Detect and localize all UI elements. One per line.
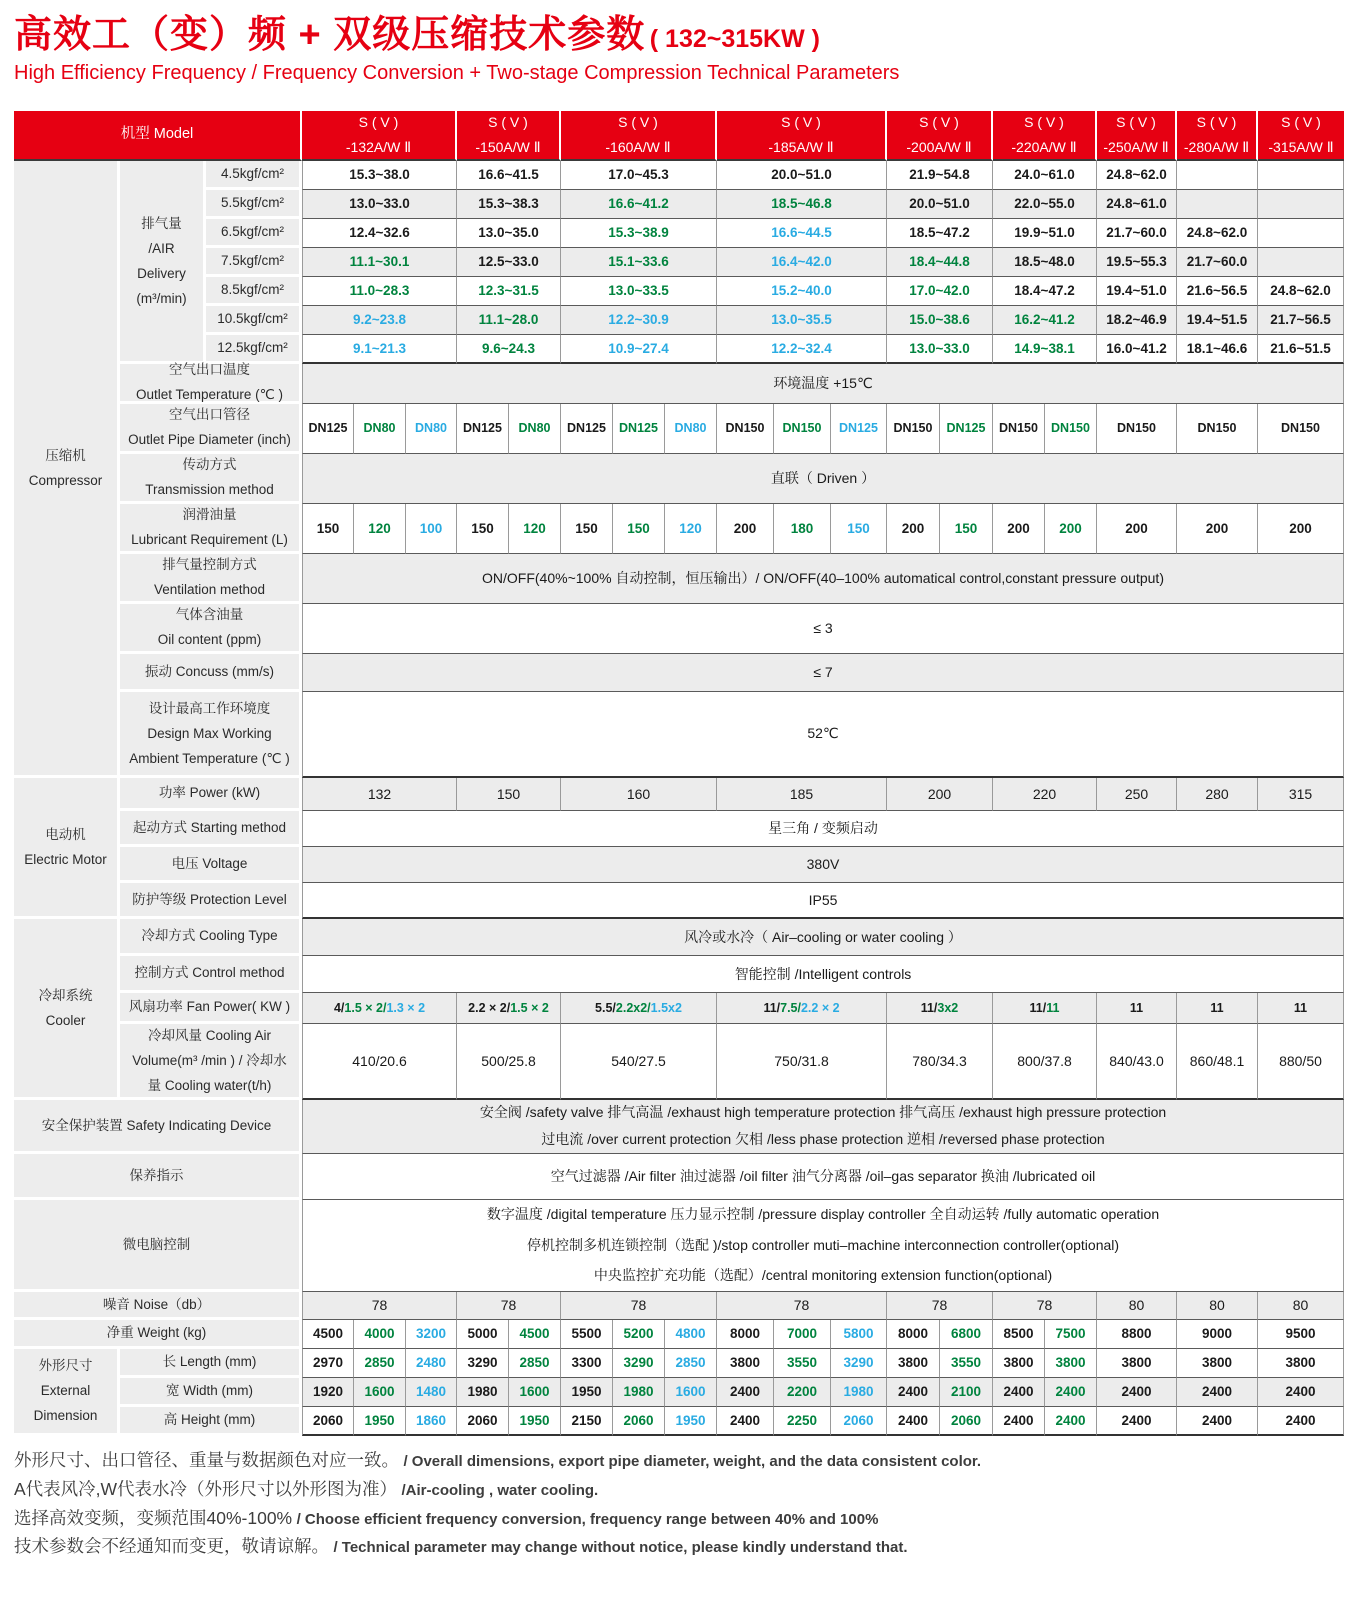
cell-air105: 15.0~38.6: [887, 306, 993, 335]
cell-air55: 16.6~41.2: [561, 190, 717, 219]
cell-pipe: DN80: [665, 404, 717, 454]
row-label: 电动机 Electric Motor: [14, 778, 120, 919]
cell-height: 2400: [1045, 1407, 1097, 1436]
cell-air85: 17.0~42.0: [887, 277, 993, 306]
cell-noise: 78: [457, 1292, 561, 1320]
cell-weight: 4500: [302, 1320, 354, 1349]
cell-height: 2060: [940, 1407, 993, 1436]
cell-air125: 10.9~27.4: [561, 335, 717, 364]
cell-pipe: DN150: [774, 404, 831, 454]
cell-volume: 840/43.0: [1097, 1024, 1177, 1100]
cell-outlet_temp: 环境温度 +15℃: [302, 364, 1344, 404]
cell-pipe: DN150: [1097, 404, 1177, 454]
row-label: 噪音 Noise（db）: [14, 1292, 302, 1320]
row-label: 长 Length (mm): [120, 1349, 302, 1378]
note-zh: 技术参数会不经通知而变更，敬请谅解。: [14, 1536, 329, 1557]
row-label: 空气出口温度 Outlet Temperature (℃ ): [120, 364, 302, 404]
row-label: 风扇功率 Fan Power( KW ): [120, 993, 302, 1024]
cell-length: 3550: [774, 1349, 831, 1378]
page-title-zh: 高效工（变）频 + 双级压缩技术参数: [14, 14, 646, 56]
cell-volume: 800/37.8: [993, 1024, 1097, 1100]
cell-transmission: 直联（ Driven ）: [302, 454, 1344, 504]
cell-height: 2250: [774, 1407, 831, 1436]
cell-length: 3290: [613, 1349, 665, 1378]
row-label: 空气出口管径 Outlet Pipe Diameter (inch): [120, 404, 302, 454]
cell-volume: 780/34.3: [887, 1024, 993, 1100]
cell-height: 2400: [1177, 1407, 1258, 1436]
cell-air55: 18.5~46.8: [717, 190, 887, 219]
note-zh: 选择高效变频，变频范围40%-100%: [14, 1507, 293, 1528]
cell-width: 1600: [665, 1378, 717, 1407]
model-header: S ( V ) -132A/W Ⅱ: [302, 111, 457, 161]
cell-air65: 21.7~60.0: [1097, 219, 1177, 248]
cell-air75: 18.4~44.8: [887, 248, 993, 277]
cell-lubricant: 200: [993, 504, 1045, 554]
note-zh: A代表风冷,W代表水冷（外形尺寸以外形图为准）: [14, 1478, 398, 1499]
cell-volume: 410/20.6: [302, 1024, 457, 1100]
note-line: [14, 1504, 1344, 1533]
cell-noise: 78: [302, 1292, 457, 1320]
row-label: 5.5kgf/cm²: [206, 190, 302, 219]
model-header: S ( V ) -150A/W Ⅱ: [457, 111, 561, 161]
cell-power: 132: [302, 778, 457, 811]
cell-air45: 17.0~45.3: [561, 161, 717, 190]
cell-air55: 20.0~51.0: [887, 190, 993, 219]
row-label: 传动方式 Transmission method: [120, 454, 302, 504]
cell-length: 2850: [665, 1349, 717, 1378]
cell-noise: 78: [887, 1292, 993, 1320]
cell-power: 315: [1258, 778, 1344, 811]
cell-micro: 数字温度 /digital temperature 压力显示控制 /pressure display controller 全自动运转 /fully automatic operation 停机控制多机连锁控制（选配 )/stop controller muti–machine interconnection controller(optional) 中央监控扩充功能（选配）/central monitoring extension function(optional): [302, 1200, 1344, 1292]
row-label: 宽 Width (mm): [120, 1378, 302, 1407]
cell-length: 3800: [717, 1349, 774, 1378]
cell-fan: 11/ 7.5/ 2.2 × 2: [717, 993, 887, 1024]
cell-width: 1600: [509, 1378, 561, 1407]
technical-parameters-table: [14, 111, 1344, 1436]
cell-air85: 15.2~40.0: [717, 277, 887, 306]
cell-air85: 12.3~31.5: [457, 277, 561, 306]
cell-lubricant: 200: [1097, 504, 1177, 554]
row-label: 气体含油量 Oil content (ppm): [120, 604, 302, 654]
cell-air45: [1258, 161, 1344, 190]
cell-fan: 5.5/ 2.2x2/ 1.5x2: [561, 993, 717, 1024]
cell-height: 1950: [665, 1407, 717, 1436]
cell-air125: 9.1~21.3: [302, 335, 457, 364]
cell-lubricant: 200: [887, 504, 940, 554]
cell-air45: 24.0~61.0: [993, 161, 1097, 190]
cell-fan: 11: [1097, 993, 1177, 1024]
cell-width: 2100: [940, 1378, 993, 1407]
cell-air45: 20.0~51.0: [717, 161, 887, 190]
page-subtitle: High Efficiency Frequency / Frequency Conversion + Two-stage Compression Technical Parameters: [14, 61, 900, 84]
cell-air45: [1177, 161, 1258, 190]
cell-height: 1950: [354, 1407, 406, 1436]
cell-air85: 18.4~47.2: [993, 277, 1097, 306]
row-label: 7.5kgf/cm²: [206, 248, 302, 277]
cell-weight: 5000: [457, 1320, 509, 1349]
cell-weight: 4500: [509, 1320, 561, 1349]
cell-power: 220: [993, 778, 1097, 811]
cell-fan: 4/ 1.5 × 2/ 1.3 × 2: [302, 993, 457, 1024]
row-label: 设计最高工作环境度 Design Max Working Ambient Temperature (℃ ): [120, 692, 302, 778]
cell-lubricant: 150: [561, 504, 613, 554]
cell-air75: 12.5~33.0: [457, 248, 561, 277]
cell-lubricant: 200: [717, 504, 774, 554]
cell-air65: 16.6~44.5: [717, 219, 887, 248]
cell-air105: 18.2~46.9: [1097, 306, 1177, 335]
row-label: 8.5kgf/cm²: [206, 277, 302, 306]
cell-air85: 19.4~51.0: [1097, 277, 1177, 306]
cell-air105: 19.4~51.5: [1177, 306, 1258, 335]
row-label: 润滑油量 Lubricant Requirement (L): [120, 504, 302, 554]
cell-noise: 78: [561, 1292, 717, 1320]
cell-width: 2400: [993, 1378, 1045, 1407]
cell-length: 3800: [887, 1349, 940, 1378]
cell-width: 1980: [831, 1378, 887, 1407]
cell-weight: 9000: [1177, 1320, 1258, 1349]
cell-width: 1980: [457, 1378, 509, 1407]
cell-maintenance: 空气过滤器 /Air filter 油过滤器 /oil filter 油气分离器 /oil–gas separator 换油 /lubricated oil: [302, 1154, 1344, 1200]
cell-air85: 21.6~56.5: [1177, 277, 1258, 306]
model-header: S ( V ) -185A/W Ⅱ: [717, 111, 887, 161]
cell-height: 2400: [993, 1407, 1045, 1436]
cell-height: 1950: [509, 1407, 561, 1436]
note-line: [14, 1532, 1344, 1561]
cell-pipe: DN150: [993, 404, 1045, 454]
cell-air65: 13.0~35.0: [457, 219, 561, 248]
cell-height: 2400: [887, 1407, 940, 1436]
cell-weight: 7500: [1045, 1320, 1097, 1349]
cell-air65: 18.5~47.2: [887, 219, 993, 248]
note-zh: 外形尺寸、出口管径、重量与数据颜色对应一致。: [14, 1449, 399, 1470]
cell-width: 2400: [1045, 1378, 1097, 1407]
cell-air125: 13.0~33.0: [887, 335, 993, 364]
model-header: S ( V ) -200A/W Ⅱ: [887, 111, 993, 161]
model-header: S ( V ) -220A/W Ⅱ: [993, 111, 1097, 161]
row-label: 微电脑控制: [14, 1200, 302, 1292]
table-corner-model-label: 机型 Model: [14, 111, 302, 161]
cell-length: 3290: [457, 1349, 509, 1378]
footer-notes: [14, 1446, 1344, 1562]
cell-noise: 80: [1258, 1292, 1344, 1320]
cell-height: 2060: [302, 1407, 354, 1436]
cell-air75: 16.4~42.0: [717, 248, 887, 277]
cell-air45: 24.8~62.0: [1097, 161, 1177, 190]
cell-pipe: DN150: [1045, 404, 1097, 454]
cell-lubricant: 150: [613, 504, 665, 554]
cell-air65: 12.4~32.6: [302, 219, 457, 248]
cell-weight: 8000: [887, 1320, 940, 1349]
cell-air75: 21.7~60.0: [1177, 248, 1258, 277]
cell-width: 1950: [561, 1378, 613, 1407]
cell-air125: 21.6~51.5: [1258, 335, 1344, 364]
cell-noise: 80: [1177, 1292, 1258, 1320]
cell-lubricant: 120: [354, 504, 406, 554]
cell-width: 1920: [302, 1378, 354, 1407]
cell-power: 200: [887, 778, 993, 811]
cell-height: 2060: [831, 1407, 887, 1436]
cell-volume: 860/48.1: [1177, 1024, 1258, 1100]
cell-length: 3800: [1177, 1349, 1258, 1378]
cell-height: 1860: [406, 1407, 457, 1436]
cell-length: 3300: [561, 1349, 613, 1378]
note-en: /Air-cooling , water cooling.: [401, 1481, 599, 1499]
cell-length: 2970: [302, 1349, 354, 1378]
cell-volume: 880/50: [1258, 1024, 1344, 1100]
cell-pipe: DN125: [561, 404, 613, 454]
cell-weight: 9500: [1258, 1320, 1344, 1349]
cell-volume: 750/31.8: [717, 1024, 887, 1100]
cell-air75: 11.1~30.1: [302, 248, 457, 277]
cell-pipe: DN150: [1258, 404, 1344, 454]
row-label: 振动 Concuss (mm/s): [120, 654, 302, 692]
cell-air75: [1258, 248, 1344, 277]
cell-width: 1980: [613, 1378, 665, 1407]
cell-air85: 24.8~62.0: [1258, 277, 1344, 306]
cell-air55: 15.3~38.3: [457, 190, 561, 219]
row-label: 冷却风量 Cooling Air Volume(m³ /min ) / 冷却水 量 Cooling water(t/h): [120, 1024, 302, 1100]
cell-height: 2400: [1097, 1407, 1177, 1436]
cell-air125: 18.1~46.6: [1177, 335, 1258, 364]
cell-weight: 5200: [613, 1320, 665, 1349]
row-label: 冷却方式 Cooling Type: [120, 919, 302, 956]
cell-air75: 19.5~55.3: [1097, 248, 1177, 277]
cell-air85: 11.0~28.3: [302, 277, 457, 306]
note-en: / Overall dimensions, export pipe diameter, weight, and the data consistent color.: [403, 1452, 982, 1470]
cell-air55: 24.8~61.0: [1097, 190, 1177, 219]
row-label: 保养指示: [14, 1154, 302, 1200]
cell-weight: 4800: [665, 1320, 717, 1349]
cell-air125: 12.2~32.4: [717, 335, 887, 364]
cell-fan: 11/ 3x2: [887, 993, 993, 1024]
cell-air45: 15.3~38.0: [302, 161, 457, 190]
row-label: 排气量 /AIR Delivery (m³/min): [120, 161, 206, 364]
cell-height: 2150: [561, 1407, 613, 1436]
cell-design_max: 52℃: [302, 692, 1344, 778]
cell-safety: 安全阀 /safety valve 排气高温 /exhaust high temperature protection 排气高压 /exhaust high pressure protection 过电流 /over current protection 欠相 /less phase protection 逆相 /reversed phase protection: [302, 1100, 1344, 1154]
cell-power: 185: [717, 778, 887, 811]
row-label: 4.5kgf/cm²: [206, 161, 302, 190]
cell-lubricant: 100: [406, 504, 457, 554]
cell-pipe: DN80: [509, 404, 561, 454]
cell-width: 2400: [1177, 1378, 1258, 1407]
cell-air105: 16.2~41.2: [993, 306, 1097, 335]
cell-width: 1480: [406, 1378, 457, 1407]
page-title: [14, 14, 1344, 58]
model-header: S ( V ) -280A/W Ⅱ: [1177, 111, 1258, 161]
row-label: 控制方式 Control method: [120, 956, 302, 993]
cell-width: 2400: [1258, 1378, 1344, 1407]
cell-air105: 21.7~56.5: [1258, 306, 1344, 335]
row-label: 功率 Power (kW): [120, 778, 302, 811]
cell-pipe: DN150: [1177, 404, 1258, 454]
row-label: 电压 Voltage: [120, 847, 302, 883]
cell-pipe: DN125: [613, 404, 665, 454]
cell-length: 2850: [509, 1349, 561, 1378]
cell-width: 1600: [354, 1378, 406, 1407]
cell-air45: 21.9~54.8: [887, 161, 993, 190]
cell-weight: 4000: [354, 1320, 406, 1349]
cell-length: 3800: [1045, 1349, 1097, 1378]
cell-lubricant: 150: [940, 504, 993, 554]
cell-lubricant: 120: [509, 504, 561, 554]
cell-weight: 5500: [561, 1320, 613, 1349]
note-en: / Technical parameter may change without notice, please kindly understand that.: [333, 1539, 908, 1557]
cell-weight: 6800: [940, 1320, 993, 1349]
cell-air45: 16.6~41.5: [457, 161, 561, 190]
cell-weight: 8000: [717, 1320, 774, 1349]
cell-width: 2200: [774, 1378, 831, 1407]
cell-air125: 9.6~24.3: [457, 335, 561, 364]
row-label: 冷却系统 Cooler: [14, 919, 120, 1100]
cell-lubricant: 120: [665, 504, 717, 554]
cell-pipe: DN80: [406, 404, 457, 454]
model-header: S ( V ) -250A/W Ⅱ: [1097, 111, 1177, 161]
cell-length: 3290: [831, 1349, 887, 1378]
cell-length: 2480: [406, 1349, 457, 1378]
cell-concuss: ≤ 7: [302, 654, 1344, 692]
cell-weight: 8500: [993, 1320, 1045, 1349]
cell-starting: 星三角 / 变频启动: [302, 811, 1344, 847]
row-label: 防护等级 Protection Level: [120, 883, 302, 919]
cell-lubricant: 180: [774, 504, 831, 554]
row-label: 6.5kgf/cm²: [206, 219, 302, 248]
cell-protection: IP55: [302, 883, 1344, 919]
cell-noise: 80: [1097, 1292, 1177, 1320]
cell-pipe: DN125: [457, 404, 509, 454]
cell-height: 2060: [457, 1407, 509, 1436]
cell-air65: 19.9~51.0: [993, 219, 1097, 248]
cell-height: 2400: [1258, 1407, 1344, 1436]
cell-pipe: DN150: [887, 404, 940, 454]
cell-ventilation: ON/OFF(40%~100% 自动控制，恒压输出）/ ON/OFF(40–100% automatical control,constant pressure output): [302, 554, 1344, 604]
row-label: 外形尺寸 External Dimension: [14, 1349, 120, 1436]
row-label: 起动方式 Starting method: [120, 811, 302, 847]
cell-weight: 7000: [774, 1320, 831, 1349]
cell-air75: 15.1~33.6: [561, 248, 717, 277]
cell-fan: 11: [1177, 993, 1258, 1024]
cell-oil: ≤ 3: [302, 604, 1344, 654]
note-line: [14, 1446, 1344, 1475]
cell-volume: 500/25.8: [457, 1024, 561, 1100]
cell-air105: 12.2~30.9: [561, 306, 717, 335]
cell-lubricant: 200: [1258, 504, 1344, 554]
cell-air125: 16.0~41.2: [1097, 335, 1177, 364]
cell-pipe: DN80: [354, 404, 406, 454]
cell-length: 3550: [940, 1349, 993, 1378]
cell-lubricant: 150: [457, 504, 509, 554]
cell-fan: 11/ 11: [993, 993, 1097, 1024]
cell-power: 160: [561, 778, 717, 811]
cell-fan: 11: [1258, 993, 1344, 1024]
cell-height: 2060: [613, 1407, 665, 1436]
model-header: S ( V ) -160A/W Ⅱ: [561, 111, 717, 161]
cell-air75: 18.5~48.0: [993, 248, 1097, 277]
note-line: [14, 1475, 1344, 1504]
row-label: 安全保护装置 Safety Indicating Device: [14, 1100, 302, 1154]
note-en: / Choose efficient frequency conversion, frequency range between 40% and 100%: [296, 1510, 879, 1528]
cell-weight: 5800: [831, 1320, 887, 1349]
cell-noise: 78: [717, 1292, 887, 1320]
cell-air65: [1258, 219, 1344, 248]
row-label: 净重 Weight (kg): [14, 1320, 302, 1349]
row-label: 压缩机 Compressor: [14, 161, 120, 778]
cell-power: 250: [1097, 778, 1177, 811]
model-header: S ( V ) -315A/W Ⅱ: [1258, 111, 1344, 161]
row-label: 排气量控制方式 Ventilation method: [120, 554, 302, 604]
cell-voltage: 380V: [302, 847, 1344, 883]
cell-lubricant: 200: [1177, 504, 1258, 554]
page-title-range: ( 132~315KW ): [649, 25, 820, 53]
row-label: 10.5kgf/cm²: [206, 306, 302, 335]
cell-air55: 13.0~33.0: [302, 190, 457, 219]
cell-air105: 11.1~28.0: [457, 306, 561, 335]
cell-air55: [1177, 190, 1258, 219]
cell-noise: 78: [993, 1292, 1097, 1320]
cell-width: 2400: [887, 1378, 940, 1407]
cell-air105: 13.0~35.5: [717, 306, 887, 335]
cell-length: 3800: [993, 1349, 1045, 1378]
cell-pipe: DN150: [717, 404, 774, 454]
row-label: 12.5kgf/cm²: [206, 335, 302, 364]
cell-volume: 540/27.5: [561, 1024, 717, 1100]
cell-length: 3800: [1258, 1349, 1344, 1378]
cell-length: 3800: [1097, 1349, 1177, 1378]
cell-pipe: DN125: [940, 404, 993, 454]
cell-width: 2400: [717, 1378, 774, 1407]
cell-air85: 13.0~33.5: [561, 277, 717, 306]
cell-lubricant: 150: [302, 504, 354, 554]
cell-pipe: DN125: [831, 404, 887, 454]
cell-weight: 8800: [1097, 1320, 1177, 1349]
cell-length: 2850: [354, 1349, 406, 1378]
cell-air65: 15.3~38.9: [561, 219, 717, 248]
cell-lubricant: 200: [1045, 504, 1097, 554]
cell-power: 150: [457, 778, 561, 811]
cell-fan: 2.2 × 2/ 1.5 × 2: [457, 993, 561, 1024]
cell-air55: 22.0~55.0: [993, 190, 1097, 219]
cell-air55: [1258, 190, 1344, 219]
cell-pipe: DN125: [302, 404, 354, 454]
cell-width: 2400: [1097, 1378, 1177, 1407]
cell-air125: 14.9~38.1: [993, 335, 1097, 364]
cell-power: 280: [1177, 778, 1258, 811]
cell-air65: 24.8~62.0: [1177, 219, 1258, 248]
cell-height: 2400: [717, 1407, 774, 1436]
row-label: 高 Height (mm): [120, 1407, 302, 1436]
cell-air105: 9.2~23.8: [302, 306, 457, 335]
cell-control: 智能控制 /Intelligent controls: [302, 956, 1344, 993]
cell-lubricant: 150: [831, 504, 887, 554]
cell-weight: 3200: [406, 1320, 457, 1349]
cell-cooling_type: 风冷或水冷（ Air–cooling or water cooling ）: [302, 919, 1344, 956]
